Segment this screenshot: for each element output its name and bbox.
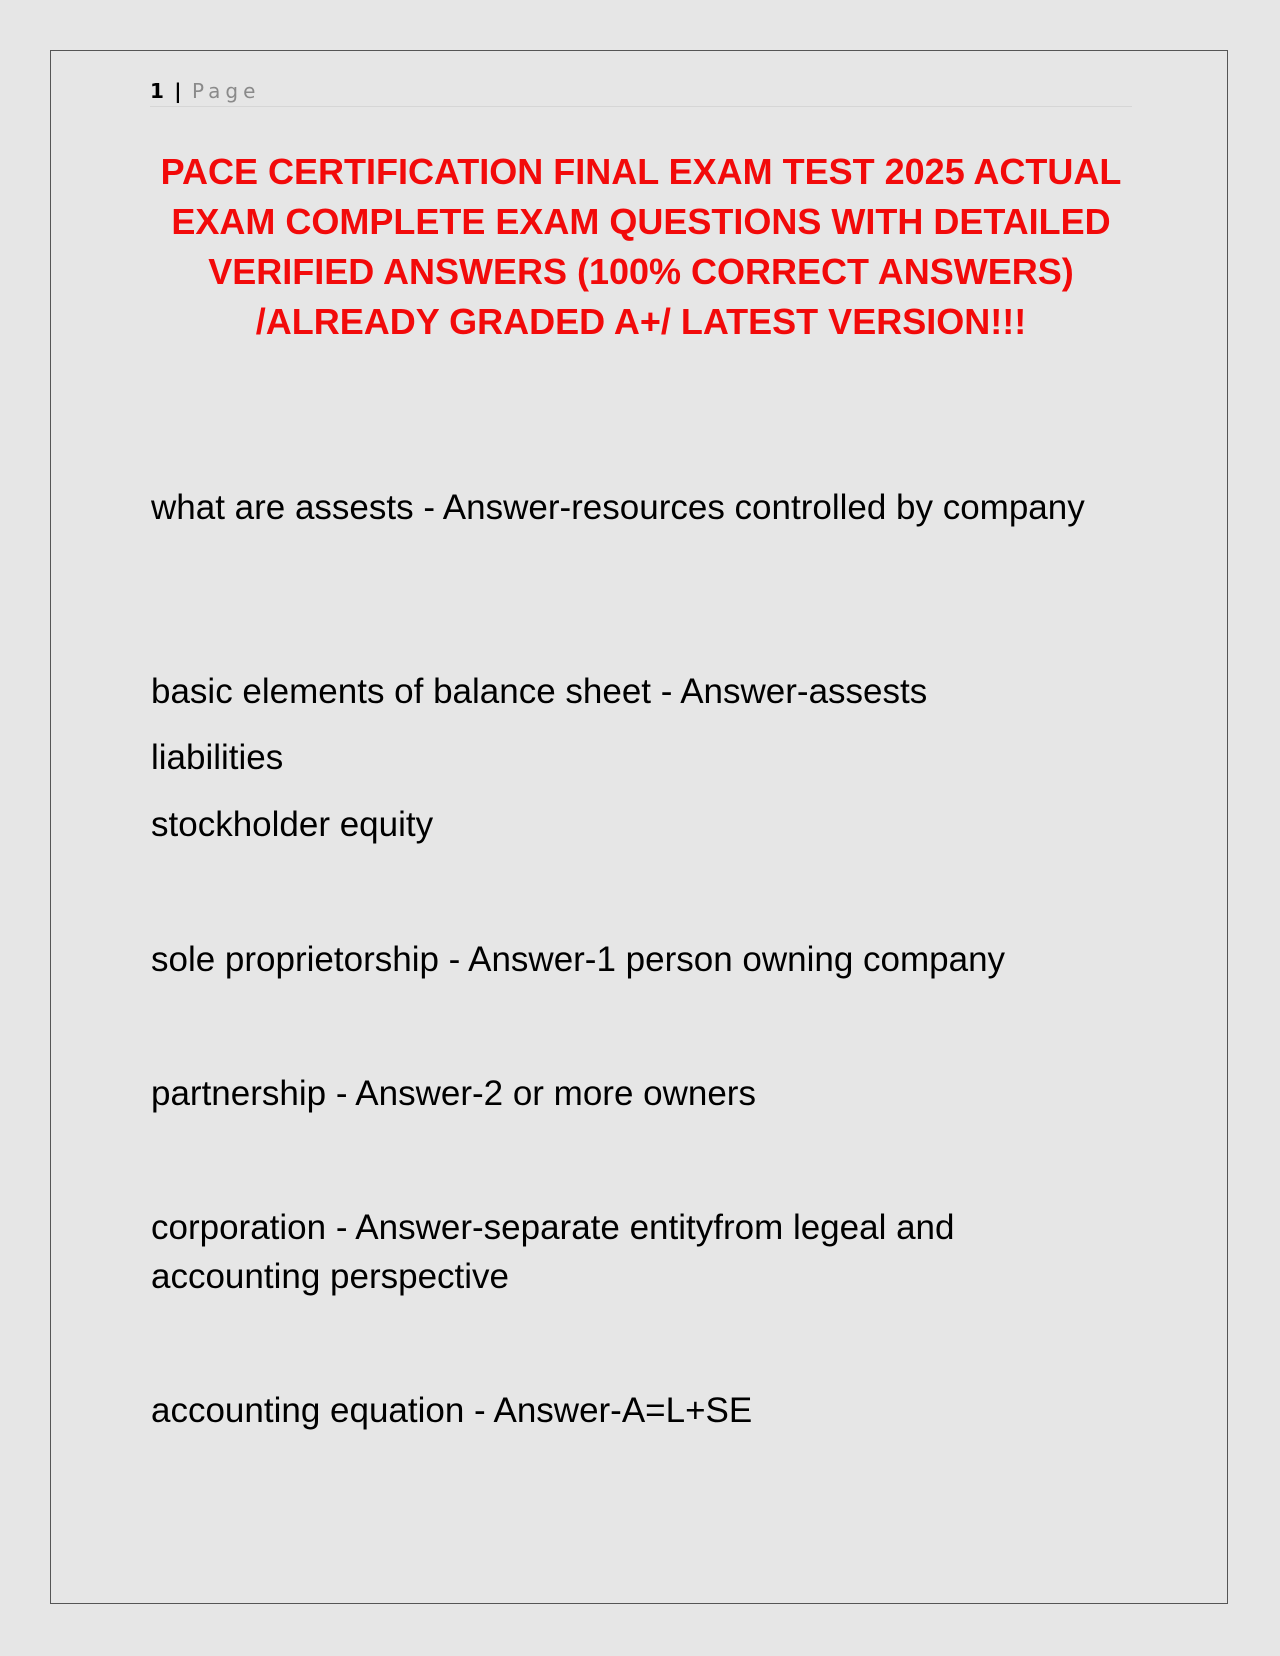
qa-item-assets [151, 483, 1111, 532]
qa-text: what are assests - Answer-resources controlled by company [151, 488, 1085, 527]
page-label: Page [191, 79, 261, 103]
qa-item-corporation [151, 1203, 1111, 1301]
qa-item-balance-sheet [151, 667, 1111, 849]
qa-item-partnership [151, 1069, 1111, 1118]
page-header [150, 76, 1132, 107]
qa-text: sole proprietorship - Answer-1 person owning company [151, 940, 1006, 979]
page-number: 1 [150, 79, 164, 103]
qa-text: partnership - Answer-2 or more owners [151, 1074, 756, 1113]
qa-text: accounting equation - Answer-A=L+SE [151, 1391, 753, 1430]
qa-item-sole-proprietorship [151, 935, 1111, 984]
qa-text-line-2: liabilities [151, 738, 284, 777]
document-title: PACE CERTIFICATION FINAL EXAM TEST 2025 ACTUAL EXAM COMPLETE EXAM QUESTIONS WITH DETAILED VERIFIED ANSWERS (100% CORRECT ANSWERS) /ALREADY GRADED A+/ LATEST VERSION!!! [160, 151, 1122, 342]
qa-text: corporation - Answer-separate entityfrom legeal and accounting perspective [151, 1208, 955, 1296]
qa-item-accounting-equation [151, 1386, 1111, 1435]
qa-text-line-3: stockholder equity [151, 805, 434, 844]
page-separator: | [174, 79, 182, 103]
qa-text: basic elements of balance sheet - Answer-assests [151, 672, 928, 711]
